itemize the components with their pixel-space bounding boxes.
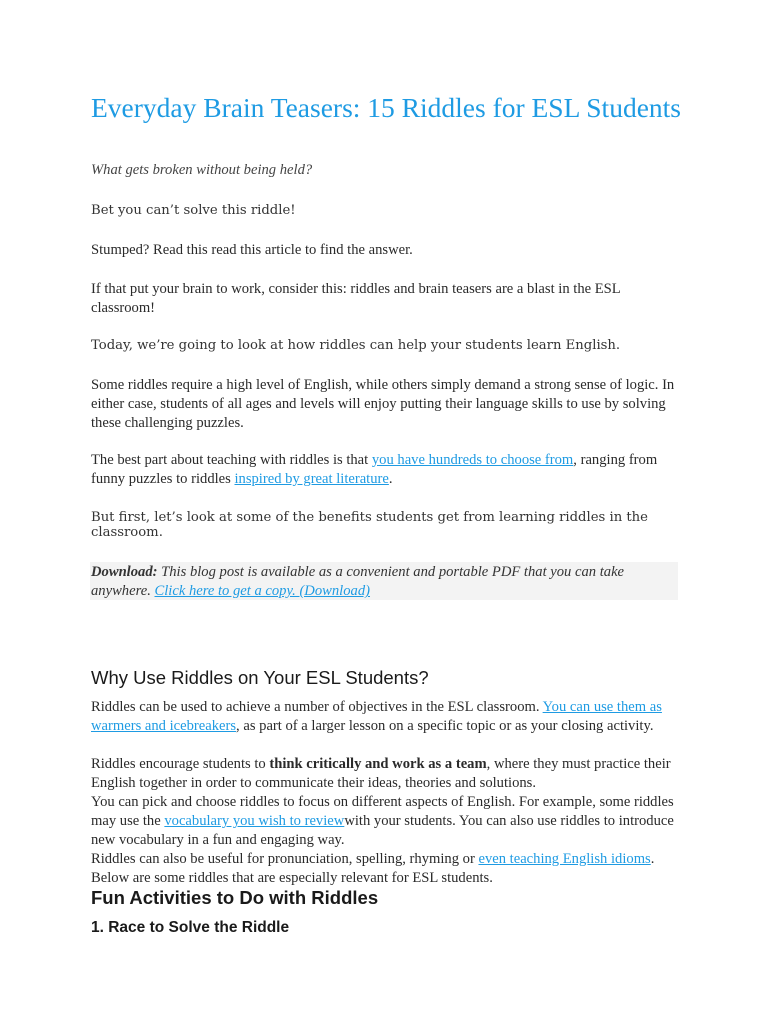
download-callout-text bbox=[91, 563, 671, 601]
article-subtitle: What gets broken without being held? bbox=[91, 162, 313, 178]
paragraph-why-3 bbox=[91, 793, 676, 851]
paragraph-why-4 bbox=[91, 850, 676, 888]
download-callout bbox=[90, 562, 678, 600]
section-heading-activities: Fun Activities to Do with Riddles bbox=[91, 887, 379, 908]
paragraph-text: . Below are some riddles that are especially relevant for ESL students. bbox=[91, 851, 655, 887]
section-heading-why: Why Use Riddles on Your ESL Students? bbox=[91, 667, 429, 688]
link-vocabulary-review[interactable]: vocabulary you wish to review bbox=[164, 813, 345, 830]
paragraph-why-2 bbox=[91, 755, 676, 793]
paragraph-text: , where they must practice their English together in order to communicate their ideas, theories and solutions. bbox=[91, 756, 671, 792]
paragraph-text: The best part about teaching with riddles is that bbox=[91, 452, 372, 468]
paragraph-text: , ranging from funny puzzles to riddles bbox=[91, 452, 658, 488]
bold-phrase: think critically and work as a team bbox=[269, 756, 487, 772]
paragraph-text: Riddles encourage students to bbox=[91, 756, 270, 772]
link-great-literature[interactable]: inspired by great literature bbox=[234, 471, 389, 488]
paragraph-intro-5: Some riddles require a high level of English, while others simply demand a strong sense of logic. In either case, students of all ages and levels will enjoy putting their language skills to use by solving these challenging puzzles. bbox=[91, 377, 675, 432]
article-title: Everyday Brain Teasers: 15 Riddles for ESL Students bbox=[91, 92, 681, 123]
paragraph-text: Riddles can be used to achieve a number of objectives in the ESL classroom. bbox=[91, 699, 543, 715]
link-english-idioms[interactable]: even teaching English idioms bbox=[478, 851, 651, 867]
paragraph-intro-4: Today, we’re going to look at how riddles can help your students learn English. bbox=[91, 338, 621, 353]
paragraph-text: . bbox=[388, 471, 393, 488]
paragraph-intro-2: Stumped? Read this read this article to find the answer. bbox=[91, 242, 413, 258]
download-label: Download: bbox=[91, 564, 158, 580]
download-link[interactable]: Click here to get a copy. (Download) bbox=[154, 583, 370, 600]
link-hundreds-to-choose[interactable]: you have hundreds to choose from bbox=[371, 452, 574, 468]
paragraph-intro-7: But first, let’s look at some of the benefits students get from learning riddles in the classroom. bbox=[91, 510, 648, 540]
download-description: This blog post is available as a convenient and portable PDF that you can take anywhere. bbox=[91, 564, 625, 600]
paragraph-text: , as part of a larger lesson on a specific topic or as your closing activity. bbox=[236, 718, 654, 735]
paragraph-text: You can pick and choose riddles to focus on different aspects of English. For example, some riddles may use the bbox=[91, 794, 674, 830]
paragraph-text: Riddles can also be useful for pronunciation, spelling, rhyming or bbox=[91, 851, 479, 867]
paragraph-text: with your students. You can also use riddles to introduce new vocabulary in a fun and engaging way. bbox=[91, 813, 674, 849]
paragraph-intro-6 bbox=[91, 451, 676, 489]
paragraph-intro-3: If that put your brain to work, consider this: riddles and brain teasers are a blast in the ESL classroom! bbox=[91, 281, 621, 317]
subsection-heading-race: 1. Race to Solve the Riddle bbox=[91, 919, 290, 936]
link-warmers-icebreakers[interactable]: You can use them as warmers and icebreakers bbox=[91, 699, 662, 735]
paragraph-why-1 bbox=[91, 698, 676, 736]
paragraph-intro-1: Bet you can’t solve this riddle! bbox=[91, 203, 296, 218]
